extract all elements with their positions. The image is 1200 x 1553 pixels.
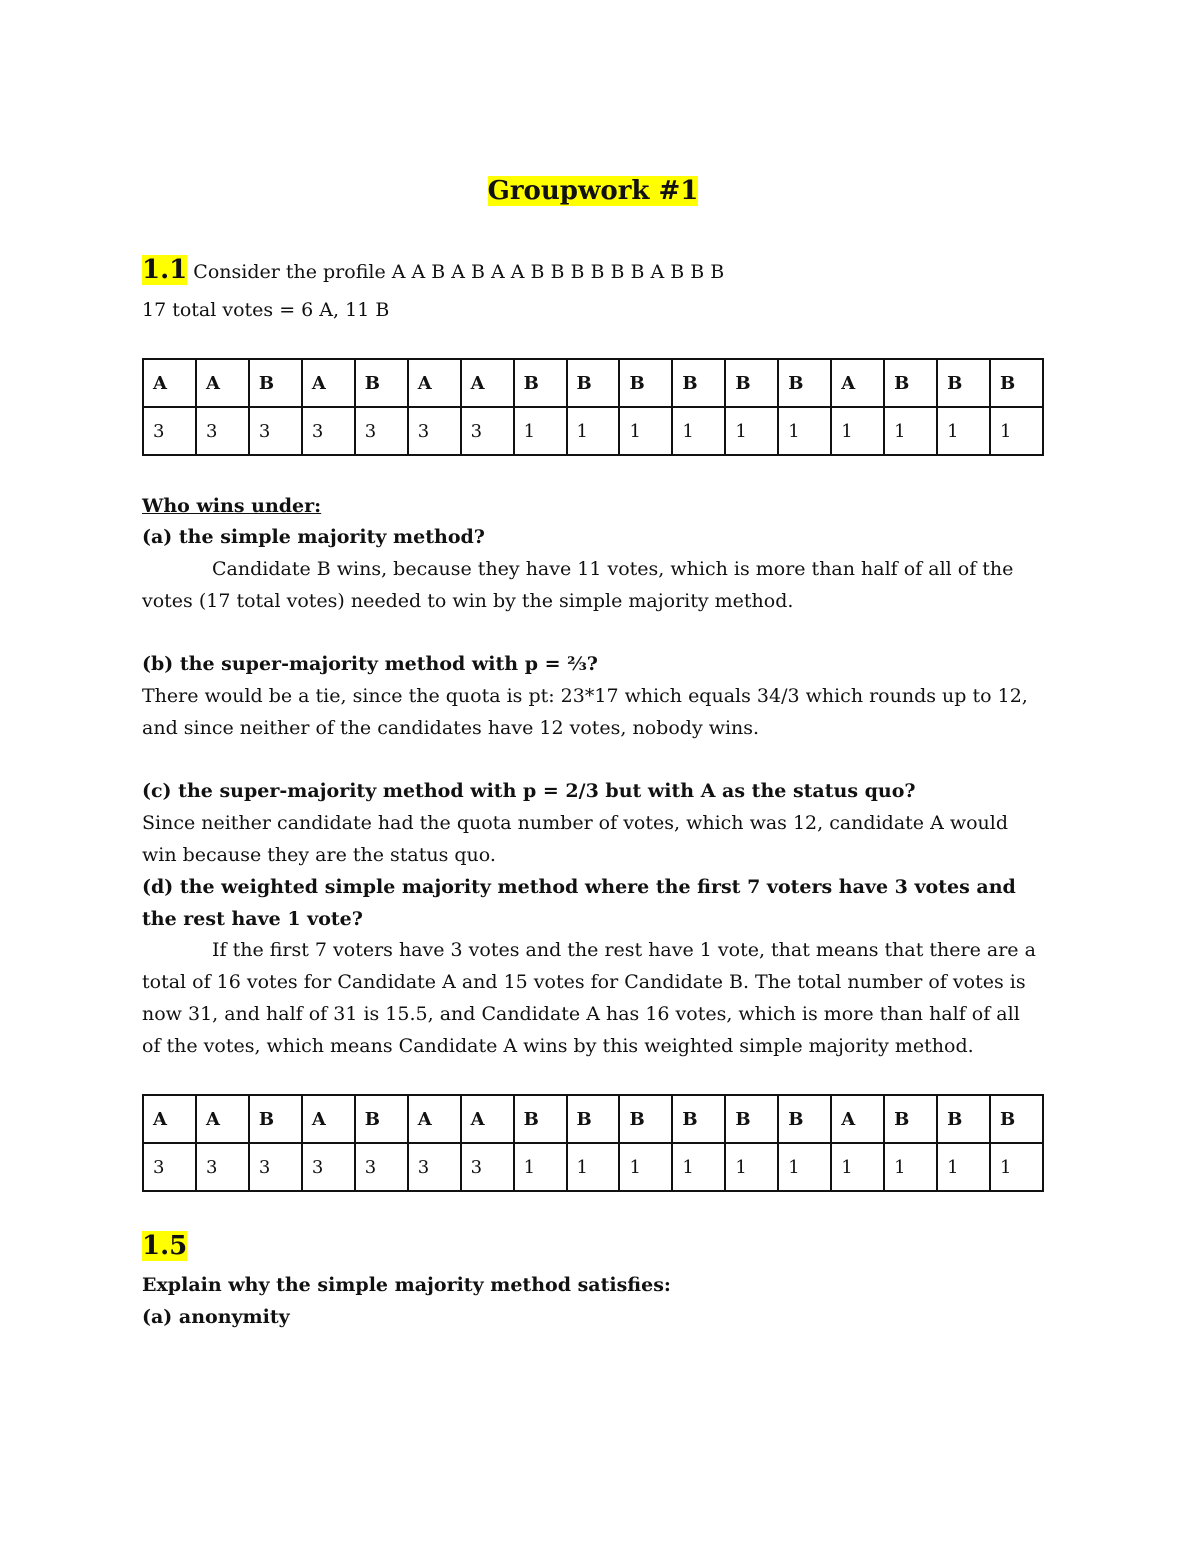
profile-table-1 [142,358,1044,456]
table-cell: B [937,1095,990,1143]
who-wins-heading: Who wins under: [142,495,322,517]
table-cell: A [143,1095,196,1143]
answer-a-text: Candidate B wins, because they have 11 votes, which is more than half of all of the votes (17 total votes) needed to win by the simple majority method. [142,558,1014,612]
table-cell: B [778,1095,831,1143]
table-cell: A [143,359,196,407]
answer-d-text: If the first 7 voters have 3 votes and the rest have 1 vote, that means that there are a total of 16 votes for Candidate A and 15 votes for Candidate B. The total number of votes is now 31, and half of 31 is 15.5, and Candidate A has 16 votes, which is more than half of all of the votes, which means Candidate A wins by this weighted simple majority method. [142,939,1036,1057]
table-cell: B [514,1095,567,1143]
question-1-5-a: (a) anonymity [142,1306,290,1328]
table-cell: 3 [196,407,249,455]
table-cell: B [249,359,302,407]
table-cell: A [831,1095,884,1143]
profile-table-2 [142,1094,1044,1192]
table-cell: 3 [143,1143,196,1191]
table-cell: B [725,1095,778,1143]
table-cell: A [302,359,355,407]
table-cell: 1 [778,407,831,455]
table-cell: A [461,359,514,407]
question-1-1-line [142,254,1044,288]
table-cell: 1 [567,1143,620,1191]
question-d: (d) the weighted simple majority method where the first 7 voters have 3 votes and the rest have 1 vote? [142,876,1016,930]
table-cell: B [672,359,725,407]
table-cell: 1 [884,1143,937,1191]
table-cell: 3 [408,1143,461,1191]
table-cell: 1 [831,407,884,455]
table-cell: 3 [408,407,461,455]
question-a: (a) the simple majority method? [142,526,485,548]
table-cell: B [567,359,620,407]
answer-b: There would be a tie, since the quota is pt: 23*17 which equals 34/3 which rounds up to 12, and since neither of the candidates have 12 votes, nobody wins. [142,685,1028,739]
table-cell: 3 [461,407,514,455]
table-cell: 1 [831,1143,884,1191]
table-cell: A [302,1095,355,1143]
table-cell: B [725,359,778,407]
table-cell: B [778,359,831,407]
table-cell: 1 [937,407,990,455]
table-cell: B [619,1095,672,1143]
table-cell: 1 [990,407,1043,455]
candidate-row [143,359,1043,407]
answer-c: Since neither candidate had the quota number of votes, which was 12, candidate A would win because they are the status quo. [142,812,1009,866]
weight-row [143,407,1043,455]
question-b: (b) the super-majority method with p = ⅔? [142,653,598,675]
table-cell: 3 [249,1143,302,1191]
table-cell: 1 [725,1143,778,1191]
profile-text: Consider the profile A A B A B A A B B B B B B A B B B [193,261,725,283]
table-cell: B [990,359,1043,407]
table-cell: A [831,359,884,407]
table-cell: B [884,359,937,407]
table-cell: 1 [514,1143,567,1191]
table-cell: 1 [514,407,567,455]
weight-row [143,1143,1043,1191]
table-cell: 1 [990,1143,1043,1191]
table-cell: B [937,359,990,407]
question-1-5-number [142,1230,1044,1264]
document-title [142,172,1044,210]
table-cell: B [355,1095,408,1143]
table-cell: 3 [461,1143,514,1191]
table-cell: A [196,359,249,407]
table-cell: A [196,1095,249,1143]
table-cell: B [567,1095,620,1143]
table-cell: B [672,1095,725,1143]
table-cell: B [884,1095,937,1143]
table-cell: 1 [937,1143,990,1191]
answer-d [142,934,1044,1062]
table-cell: 1 [778,1143,831,1191]
table-cell: 1 [619,407,672,455]
table-cell: 1 [567,407,620,455]
table-cell: 3 [302,407,355,455]
table-cell: B [619,359,672,407]
table-cell: B [514,359,567,407]
question-c: (c) the super-majority method with p = 2/3 but with A as the status quo? [142,780,916,802]
table-cell: 3 [143,407,196,455]
table-cell: 3 [355,1143,408,1191]
candidate-row [143,1095,1043,1143]
title-highlight: Groupwork #1 [487,176,699,206]
question-number: 1.1 [142,255,188,285]
table-cell: A [408,359,461,407]
table-cell: A [461,1095,514,1143]
table-cell: 3 [302,1143,355,1191]
table-cell: B [355,359,408,407]
table-cell: 1 [672,1143,725,1191]
table-cell: 1 [672,407,725,455]
table-cell: A [408,1095,461,1143]
question-1-5-prompt: Explain why the simple majority method satisfies: [142,1274,671,1296]
table-cell: 3 [196,1143,249,1191]
question-number: 1.5 [142,1231,188,1261]
table-cell: 3 [249,407,302,455]
table-cell: B [249,1095,302,1143]
table-cell: B [990,1095,1043,1143]
table-cell: 3 [355,407,408,455]
answer-a [142,553,1044,617]
table-cell: 1 [619,1143,672,1191]
total-votes-text: 17 total votes = 6 A, 11 B [142,299,390,321]
table-cell: 1 [884,407,937,455]
table-cell: 1 [725,407,778,455]
